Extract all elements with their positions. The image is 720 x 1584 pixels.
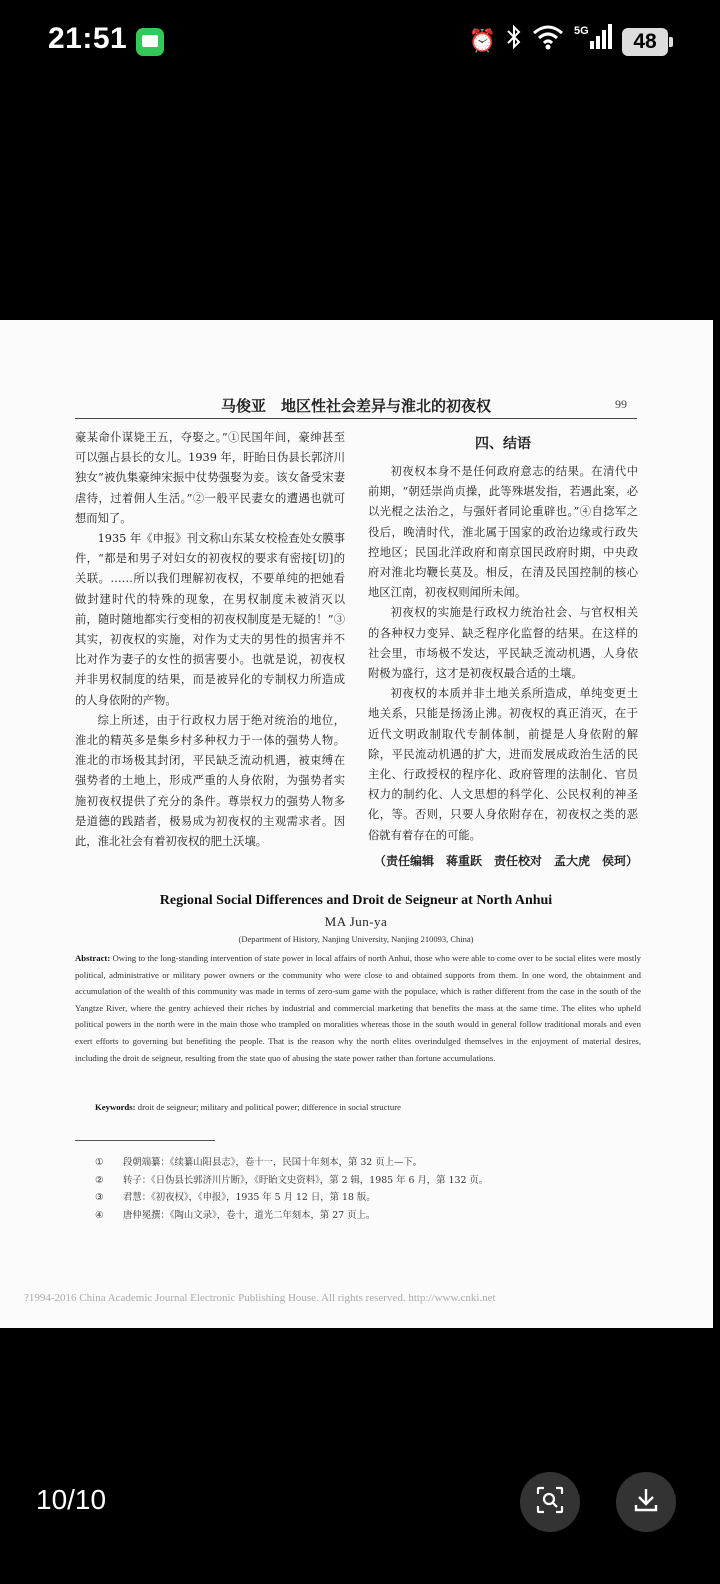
clock: 21:51 xyxy=(48,22,128,55)
footnote-number: ④ xyxy=(95,1209,104,1221)
footnote-text: 唐仲冕撰：《陶山文录》，卷十，道光二年刻本，第 27 页上。 xyxy=(123,1209,376,1221)
editors-line: （责任编辑 蒋重跃 责任校对 孟大虎 侯珂） xyxy=(373,854,638,868)
lens-search-icon xyxy=(535,1485,565,1519)
download-button[interactable] xyxy=(616,1472,676,1532)
alarm-icon: ⏰ xyxy=(468,29,496,54)
section-heading: 四、结语 xyxy=(475,436,531,452)
paragraph: 豪某命仆谋毙王五，夺娶之。”①民国年间，豪绅甚至可以强占县长的女儿。1939 年，盱眙日伪县长郭济川独女“被仇集豪绅宋振中仗势强娶为妾。该女备受宋妻虐待，过着佣人生活。”②一般平民妻女的遭遇也就可想而知了。 xyxy=(75,431,345,525)
abstract-label: Abstract: xyxy=(75,953,111,963)
running-head-title: 马俊亚 地区性社会差异与淮北的初夜权 xyxy=(220,397,491,415)
wifi-icon xyxy=(532,24,564,60)
document-page xyxy=(0,320,713,1328)
footnote-divider xyxy=(75,1140,215,1141)
left-column xyxy=(75,428,345,852)
footnotes xyxy=(95,1154,635,1224)
paragraph: 初夜权的本质并非土地关系所造成，单纯变更土地关系，只能是扬汤止沸。初夜权的真正消灭，在于近代文明政制取代专制体制，前提是人身依附的解除，平民流动机遇的扩大，进而发展成政治生活的民主化、行政授权的程序化、政府管理的法制化、官员权力的制约化、人文思想的科学化、公民权利的神圣化，等。否则，只要人身依附存在，初夜权之类的恶俗就有着存在的可能。 xyxy=(368,687,638,842)
footnote-text: 君慧：《初夜权》，《申报》，1935 年 5 月 12 日，第 18 版。 xyxy=(123,1192,376,1203)
right-column xyxy=(368,428,638,846)
abstract-text: Owing to the long-standing intervention of state power in local affairs of north Anhui, those who were able to come over to be social elites were mostly political, administrative or military power owners or the community who were close to and obtained supports from them. In one word, the obtainment and accumulation of the wealth of this community was made in terms of zero-sum game with the populace, which is rather different from the case in the south of the Yangtze River, where the gentry achieved their riches by industrial and commercial marketing that benefits the mass at the same time. The elites who upheld political powers in the north were in the main those who trampled on moralities whereas those in the south would in general follow traditional morals and even exert efforts to governing but benefiting the people. That is the reason why the north elites overindulged themselves in the enjoyment of material desires, including the droit de seigneur, resulting from the state quo of abusing the state power rather than fortune accumulations. xyxy=(75,953,641,1063)
footnote-text: 转子：《日伪县长郭济川片断》，《盱眙文史资料》，第 2 辑，1985 年 6 月，第 132 页。 xyxy=(123,1174,489,1186)
bluetooth-icon xyxy=(506,24,522,60)
english-keywords xyxy=(95,1102,641,1112)
copyright-notice: ?1994-2016 China Academic Journal Electronic Publishing House. All rights reserved. http://www.cnki.net xyxy=(24,1292,496,1304)
footnote-number: ① xyxy=(95,1157,104,1168)
download-icon xyxy=(631,1485,661,1519)
viewer-bottom-bar xyxy=(0,1440,720,1584)
running-head xyxy=(75,392,637,419)
page-number: 99 xyxy=(615,397,627,411)
message-app-icon xyxy=(136,28,164,56)
keywords-label: Keywords: xyxy=(95,1102,136,1112)
footnote-number: ② xyxy=(95,1174,104,1186)
english-abstract xyxy=(75,950,641,1066)
paragraph: 1935 年《申报》刊文称山东某女校检查处女膜事件，“都是和男子对妇女的初夜权的要求有密接[切]的关联。……所以我们理解初夜权，不要单纯的把她看做封建时代的特殊的现象，在男权制度未被消灭以前，随时随地都实行变相的初夜权制度是无疑的！”③其实，初夜权的实施，对作为丈夫的男性的损害并不比对作为妻子的女性的损害要小。也就是说，初夜权并非男权制度的结果，而是被异化的专制权力所造成的人身依附的产物。 xyxy=(75,532,345,707)
signal-5g-icon xyxy=(574,23,612,61)
footnote xyxy=(95,1207,635,1225)
paragraph: 初夜权的实施是行政权力统治社会、与官权相关的各种权力变异、缺乏程序化监督的结果。在这样的社会里，市场极不发达，平民缺乏流动机遇，人身依附极为盛行，这才是初夜权最合适的土壤。 xyxy=(368,606,638,681)
footnote xyxy=(95,1172,635,1190)
page-counter: 10/10 xyxy=(36,1484,107,1515)
footnote xyxy=(95,1154,635,1172)
battery-indicator: 48 xyxy=(622,28,668,56)
system-icons xyxy=(469,26,668,58)
english-affiliation: (Department of History, Nanjing University, Nanjing 210093, China) xyxy=(238,934,474,944)
footnote xyxy=(95,1189,635,1207)
english-title: Regional Social Differences and Droit de Seigneur at North Anhui xyxy=(159,893,553,908)
keywords-text: droit de seigneur; military and political power; difference in social structure xyxy=(137,1102,401,1112)
footnote-number: ③ xyxy=(95,1192,104,1203)
english-author: MA Jun-ya xyxy=(324,914,388,929)
footnote-text: 段朝端纂：《续纂山阳县志》，卷十一，民国十年刻本，第 32 页上—下。 xyxy=(123,1157,423,1168)
network-type: 5G xyxy=(574,25,589,37)
paragraph: 综上所述，由于行政权力居于绝对统治的地位，淮北的精英多是集乡村多种权力于一体的强势人物。淮北的市场极其封闭，平民缺乏流动机遇，被束缚在强势者的土地上，形成严重的人身依附，为强势者实施初夜权提供了充分的条件。尊崇权力的强势人物多是道德的践踏者，极易成为初夜权的主观需求者。因此，淮北社会有着初夜权的肥土沃壤。 xyxy=(75,713,345,849)
paragraph: 初夜权本身不是任何政府意志的结果。在清代中前期，“朝廷崇尚贞操，此等殊堪发指，若遇此案，必以光棍之法治之，与强奸者同论重辟也。”④自捻军之役后，晚清时代，淮北属于国家的政治边缘或行政失控地区；民国北洋政府和南京国民政府时期，中央政府对淮北均鞭长莫及。相反，在清及民国控制的核心地区江南，初夜权则闻所未闻。 xyxy=(368,465,638,600)
lens-search-button[interactable] xyxy=(520,1472,580,1532)
status-bar xyxy=(0,0,720,84)
